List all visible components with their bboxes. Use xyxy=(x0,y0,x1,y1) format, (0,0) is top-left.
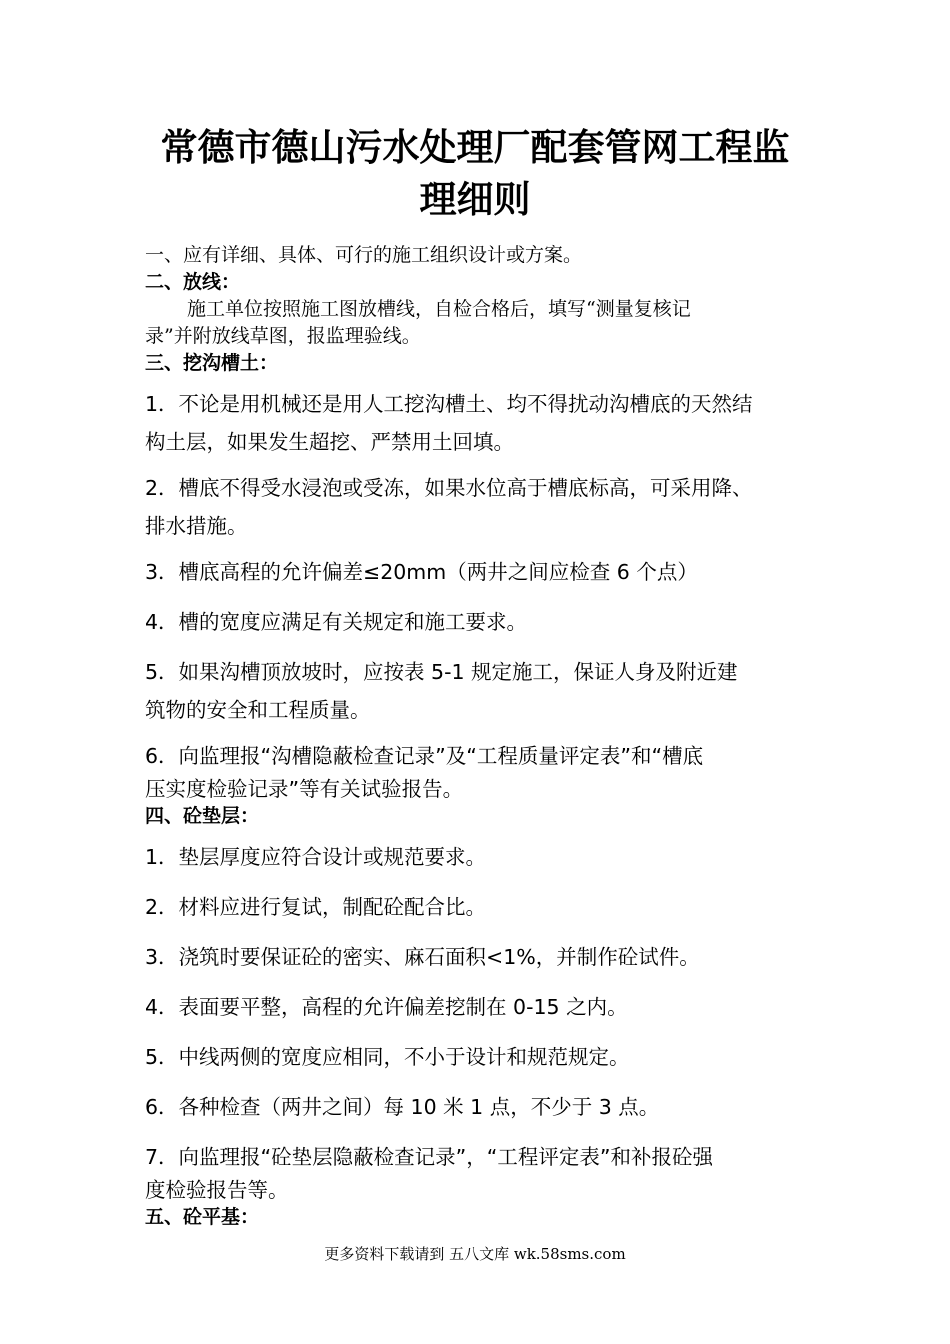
item-line: 排水措施。 xyxy=(145,514,248,538)
section-4-item-4: 4．表面要平整，高程的允许偏差挖制在 0-15 之内。 xyxy=(145,995,628,1019)
item-line: 压实度检验记录”等有关试验报告。 xyxy=(145,777,464,801)
item-line: 筑物的安全和工程质量。 xyxy=(145,698,371,722)
item-line: 7．向监理报“砼垫层隐蔽检查记录”，“工程评定表”和补报砼强 xyxy=(145,1145,714,1169)
section-4-item-6: 6．各种检查（两井之间）每 10 米 1 点，不少于 3 点。 xyxy=(145,1095,660,1119)
item-line: 度检验报告等。 xyxy=(145,1178,289,1202)
section-3-item-5 xyxy=(145,653,810,729)
title-line-1: 常德市德山污水处理厂配套管网工程监 xyxy=(160,126,790,169)
section-5-heading: 五、砼平基： xyxy=(145,1206,260,1228)
section-2-para-line-2: 录”并附放线草图，报监理验线。 xyxy=(145,325,421,347)
section-3-item-1 xyxy=(145,385,810,461)
title-line-2: 理细则 xyxy=(419,178,531,221)
section-3-item-3: 3．槽底高程的允许偏差≤20mm（两井之间应检查 6 个点） xyxy=(145,560,698,584)
section-3-heading: 三、挖沟槽土： xyxy=(145,352,279,374)
section-3-item-2 xyxy=(145,469,810,545)
section-1-text: 一、应有详细、具体、可行的施工组织设计或方案。 xyxy=(145,244,583,266)
item-line: 构土层，如果发生超挖、严禁用土回填。 xyxy=(145,430,514,454)
document-body xyxy=(145,242,810,1231)
footer-download-note: 更多资料下载请到 五八文库 wk.58sms.com xyxy=(324,1245,626,1263)
section-3-item-4: 4．槽的宽度应满足有关规定和施工要求。 xyxy=(145,610,528,634)
section-4-item-2: 2．材料应进行复试，制配砼配合比。 xyxy=(145,895,487,919)
section-4-item-5: 5．中线两侧的宽度应相同，不小于设计和规范规定。 xyxy=(145,1045,630,1069)
item-line: 5．如果沟槽顶放坡时，应按表 5-1 规定施工，保证人身及附近建 xyxy=(145,660,738,684)
section-4-item-3: 3．浇筑时要保证砼的密实、麻石面积<1%，并制作砼试件。 xyxy=(145,945,700,969)
section-4-item-7 xyxy=(145,1138,810,1204)
item-line: 2．槽底不得受水浸泡或受冻，如果水位高于槽底标高，可采用降、 xyxy=(145,476,753,500)
section-4-heading: 四、砼垫层： xyxy=(145,805,260,827)
section-2-heading: 二、放线： xyxy=(145,271,241,293)
section-3-item-6 xyxy=(145,737,810,803)
section-2-para-line-1: 施工单位按照施工图放槽线，自检合格后，填写“测量复核记 xyxy=(187,298,691,320)
section-4-item-1: 1．垫层厚度应符合设计或规范要求。 xyxy=(145,845,487,869)
document-title xyxy=(0,122,950,226)
item-line: 6．向监理报“沟槽隐蔽检查记录”及“工程质量评定表”和“槽底 xyxy=(145,744,704,768)
item-line: 1．不论是用机械还是用人工挖沟槽土、均不得扰动沟槽底的天然结 xyxy=(145,392,753,416)
